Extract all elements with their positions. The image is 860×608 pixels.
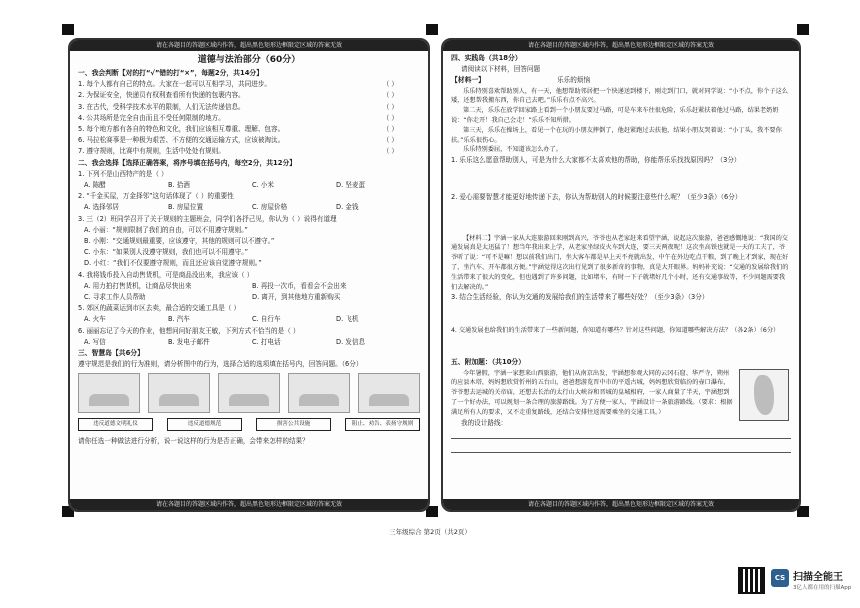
camscanner-logo-icon: CS [771, 569, 789, 587]
notice-bar-top: 请在各题目的答题区域内作答，超出黑色矩形边框限定区域的答案无效 [443, 40, 799, 51]
option-box: 违反道德文明礼仪 [78, 418, 153, 431]
choice-option: D. 小红：“我们不仅要遵守规则，而且还应该自觉遵守规则。” [84, 259, 262, 268]
section-practice-heading: 四、实践岛（共18分） [451, 54, 522, 62]
answer-space [451, 204, 791, 234]
section-wisdom-heading: 三、智慧岛【共6分】 [78, 349, 144, 358]
choice-options: A. 火车 B. 汽车 C. 自行车 D. 飞机 [84, 315, 359, 324]
behavior-illustrations [78, 373, 420, 413]
material-one-paragraph: 乐乐特别委屈，不知道该怎么办了。 [463, 146, 562, 154]
answer-line [451, 443, 791, 453]
material-one-paragraph: 第三天，乐乐在操场上，看见一个在玩的小朋友摔倒了，他赶紧跑过去扶他，结果小朋友哭着说：“小丁头，我不要你扶。”乐乐很伤心。 [451, 126, 782, 144]
judge-item: 1. 每个人都有自己的特点。大家在一起可以互相学习，共同进步。 （ ） [78, 80, 398, 89]
right-answer-panel [441, 38, 801, 512]
extra-paragraph: 今年暑假，宇涵一家想来山西旅游，他们从南京出发，宇涵想参观大同的云冈石窟、华严寺，朔州的应县木塔，妈妈想欣赏忻州的五台山，爸爸想游览晋中市的平遥古城，妈妈想欣赏临汾的壶口瀑布，爷爷想去运城的关帝庙，还想去长治的太行山大峡谷和晋城的皇城相府，一家人商量了半天，宇涵想到了一个好办法，可以规划一条合理的旅游路线。为了方便一家人，宇涵设计一条旅游路线。（要求：根据满足所有人的要求，又不走重复路线，还结合安排往返需要乘坐的交通工具。） [451, 369, 733, 416]
choice-question: 5. 郊区的蔬菜运到市区去卖，最合适的交通工具是（ ） [78, 304, 241, 313]
notice-bar-bottom: 请在各题目的答题区域内作答，超出黑色矩形边框限定区域的答案无效 [70, 499, 428, 510]
choice-options: A. 选择邻居 B. 房屋位置 C. 房屋价格 D. 金钱 [84, 203, 359, 212]
choice-option: B. 小刚：“交通规则最重要，应该遵守，其他的规则可以不遵守。” [84, 237, 275, 246]
option-box: 违反道德规范 [167, 418, 242, 431]
option-box: 阻止、劝告、表扬守规则 [345, 418, 420, 431]
choice-options: A. 用力拍打售货机，让商品尽快出来 B. 再投一次币，看看会不会出来 [84, 281, 347, 290]
illustration-4 [288, 373, 350, 413]
choice-question: 1. 下列不是山西特产的是（ ） [78, 169, 168, 178]
behavior-option-boxes [78, 418, 420, 431]
page-footer: 三年级综合 第2页（共2页） [389, 528, 471, 536]
choice-question: 4. 我将钱币投入自动售货机，可是商品没出来，我应该（ ） [78, 270, 254, 279]
answer-space [451, 335, 791, 357]
section-extra-heading: 五、附加题：（共10分） [451, 358, 526, 367]
material-one-heading: 【材料一】 乐乐的烦恼 [451, 76, 591, 85]
choice-options: C. 寻求工作人员帮助 D. 离开，到其他地方重新购买 [84, 293, 341, 302]
illustration-3 [218, 373, 280, 413]
answer-space [451, 304, 791, 326]
page-title: 道德与法治部分（60分） [197, 55, 301, 65]
judge-item: 4. 公共场所是完全自由而且不受任何限制的地方。 （ ） [78, 113, 398, 122]
answer-space [451, 166, 791, 192]
registration-mark [62, 24, 74, 35]
practice-question-3: 3. 结合生活经验，你认为交通的发展给我们的生活带来了哪些好处？（至少3条）（3分） [451, 293, 709, 302]
wisdom-intro: 遵守规范是我们的行为准则，请分析图中的行为，选择合适的选项填在括号内，回答问题。（6分） [78, 360, 363, 369]
camscanner-name: 扫描全能王 [793, 572, 843, 583]
notice-bar-top: 请在各题目的答题区域内作答，超出黑色矩形边框限定区域的答案无效 [70, 40, 428, 51]
material-two-paragraph: 【材料二】宇涵一家从大连旅游回来刚到高兴，爷爷也从老家赶来看望宇涵，说起这次旅游，爸爸感慨地说：“我国的交通发展真是太迅猛了！想当年我出来上学，从老家坐绿皮火车到大连，要三天两夜呢！这次坐高铁也就是一天的工夫了，爷爷听了说：“可不是嘛！想以前我们出门，坐大客车都是早上天不亮就出发，中午在外边吃点干粮，到了晚上才到家，现在好了，坐汽车、开车都很方便。”宇涵觉得这次出行见到了很多新奇的事物，真是大开眼界。妈妈补充说：“交通的发展给我们的生活带来了很大的变化，但也遇到了许多问题，比如堵车，有时一下子就堵好几个小时，还有交通事故等，不少问题需要我们去解决的。” [451, 234, 789, 291]
judge-item: 7. 遵守规则，比赛中有规则，生活中处处有规则。 （ ） [78, 147, 398, 156]
judge-item: 2. 为保证安全，快递员有权利查看所有快递的包裹内容。 （ ） [78, 91, 398, 100]
illustration-1 [78, 373, 140, 413]
option-box: 损害公共设施 [256, 418, 331, 431]
judge-item: 6. 马拉松赛事是一种极为艰苦、不方便的交通运输方式，应该被淘汰。 （ ） [78, 136, 398, 145]
choice-question: 2. “千金买屋，万金择邻”这句话体现了（ ）的重要性 [78, 192, 234, 201]
choice-question: 6. 丽丽忘记了今天的作业，他想问问好朋友王敏，下列方式不恰当的是（ ） [78, 326, 300, 335]
answer-line [451, 429, 791, 439]
choice-option: A. 小丽：“规则限制了我们的自由，可以不用遵守规则。” [84, 225, 248, 234]
notice-bar-bottom: 请在各题目的答题区域内作答，超出黑色矩形边框限定区域的答案无效 [443, 499, 799, 510]
judge-item: 3. 在古代，受科学技术水平的限制，人们无法传递信息。 （ ） [78, 102, 398, 111]
choice-options: A. 陈醋 B. 拾酒 C. 小米 D. 坚麦蛋 [84, 181, 366, 190]
section-choice-heading: 二、我会选择【选择正确答案，将序号填在括号内，每空2分，共12分】 [78, 158, 297, 167]
section-judge-heading: 一、我会判断【对的打“√”错的打“×”，每题2分，共14分】 [78, 69, 264, 77]
choice-option: C. 小东：“如果别人没遵守规则，我们也可以不用遵守。” [84, 248, 248, 257]
material-one-paragraph: 乐乐特别喜欢帮助别人，有一天，他想帮助邻居把一个快递送到楼下，刚走到门口，就对同学说：“小不点，你个子这么矮，还想帮我搬东西，你自己去吧。”乐乐有点不高兴。 [451, 87, 788, 105]
left-answer-panel [68, 38, 430, 512]
material-one-paragraph: 第二天，乐乐在放学回家路上看到一个小朋友要过马路，可是车来车往很危险，乐乐赶紧扶着他过马路，结果老奶奶说：“你走开！我自己会走！”乐乐不知所措。 [451, 107, 779, 124]
practice-question-2: 2. 爱心需要智慧才能更好地传递下去，你认为帮助别人的时候要注意些什么呢？（至少3条）（6分） [451, 193, 742, 202]
illustration-5 [358, 373, 420, 413]
practice-question-4: 4. 交通发展也给我们的生活带来了一些新问题，你知道有哪些？针对这些问题，你知道哪些解决方法？（各2条）（6分） [451, 326, 780, 334]
wisdom-prompt: 请你任选一种做法进行分析，说一说这样的行为是否正确，会带来怎样的结果？ [78, 437, 309, 446]
choice-question: 3. 三（2）班同学召开了关于规则的主题班会，同学们各抒己见，你认为（ ）说得有道理 [78, 214, 337, 223]
choice-options: A. 写信 B. 发电子邮件 C. 打电话 D. 发信息 [84, 337, 366, 346]
route-label: 我的设计路线： [461, 418, 508, 427]
camscanner-tagline: 3亿人都在用的扫描App [793, 585, 852, 591]
practice-question-1: 1. 乐乐这么愿意帮助别人，可是为什么大家都不太喜欢他的帮助，你能帮乐乐找找原因吗？（3分） [451, 156, 741, 165]
registration-mark [797, 24, 809, 35]
extra-question-block [451, 369, 791, 418]
shanxi-map-image [739, 369, 789, 421]
practice-intro: 请阅读以下材料，回答问题 [461, 65, 541, 74]
judge-item: 5. 每个地方都有各自的特色和文化，我们应该相互尊重、理解、包容。 （ ） [78, 125, 398, 134]
registration-mark [426, 24, 438, 35]
illustration-2 [148, 373, 210, 413]
qr-code-icon [738, 567, 765, 594]
